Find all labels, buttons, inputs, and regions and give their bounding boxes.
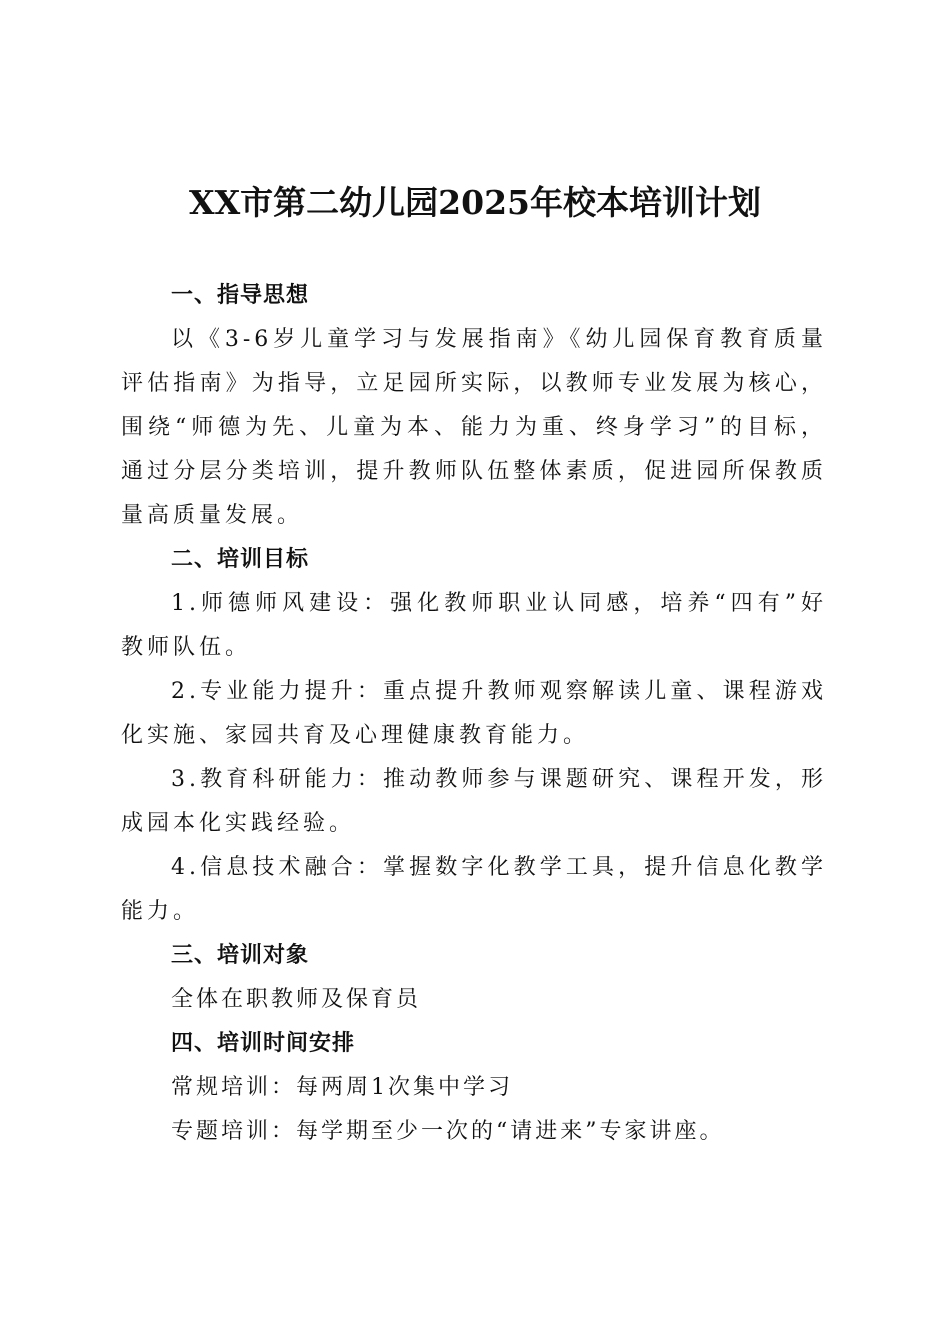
paragraph: 3.教育科研能力：推动教师参与课题研究、课程开发，形成园本化实践经验。: [121, 767, 827, 836]
section-heading: 一、指导思想: [171, 283, 310, 308]
paragraph: 常规培训：每两周1次集中学习: [171, 1075, 513, 1100]
section-training-schedule: [121, 1022, 827, 1154]
document-body: [121, 274, 827, 1154]
document-title: XX市第二幼儿园2025年校本培训计划: [188, 183, 762, 222]
paragraph: 以《3-6岁儿童学习与发展指南》《幼儿园保育教育质量评估指南》为指导，立足园所实际，以教师专业发展为核心，围绕“师德为先、儿童为本、能力为重、终身学习”的目标，通过分层分类培训，提升教师队伍整体素质，促进园所保教质量高质量发展。: [121, 327, 827, 528]
paragraph: 2.专业能力提升：重点提升教师观察解读儿童、课程游戏化实施、家园共育及心理健康教育能力。: [121, 679, 827, 748]
paragraph: 全体在职教师及保育员: [171, 987, 422, 1012]
section-heading: 四、培训时间安排: [171, 1031, 356, 1056]
section-training-targets: [121, 934, 827, 1022]
section-heading: 三、培训对象: [171, 943, 310, 968]
section-guiding-ideology: [121, 274, 827, 538]
paragraph: 专题培训：每学期至少一次的“请进来”专家讲座。: [171, 1119, 725, 1144]
paragraph: 4.信息技术融合：掌握数字化教学工具，提升信息化教学能力。: [121, 855, 827, 924]
paragraph: 1.师德师风建设：强化教师职业认同感，培养“四有”好教师队伍。: [121, 591, 827, 660]
section-heading: 二、培训目标: [171, 547, 310, 572]
section-training-goals: [121, 538, 827, 934]
